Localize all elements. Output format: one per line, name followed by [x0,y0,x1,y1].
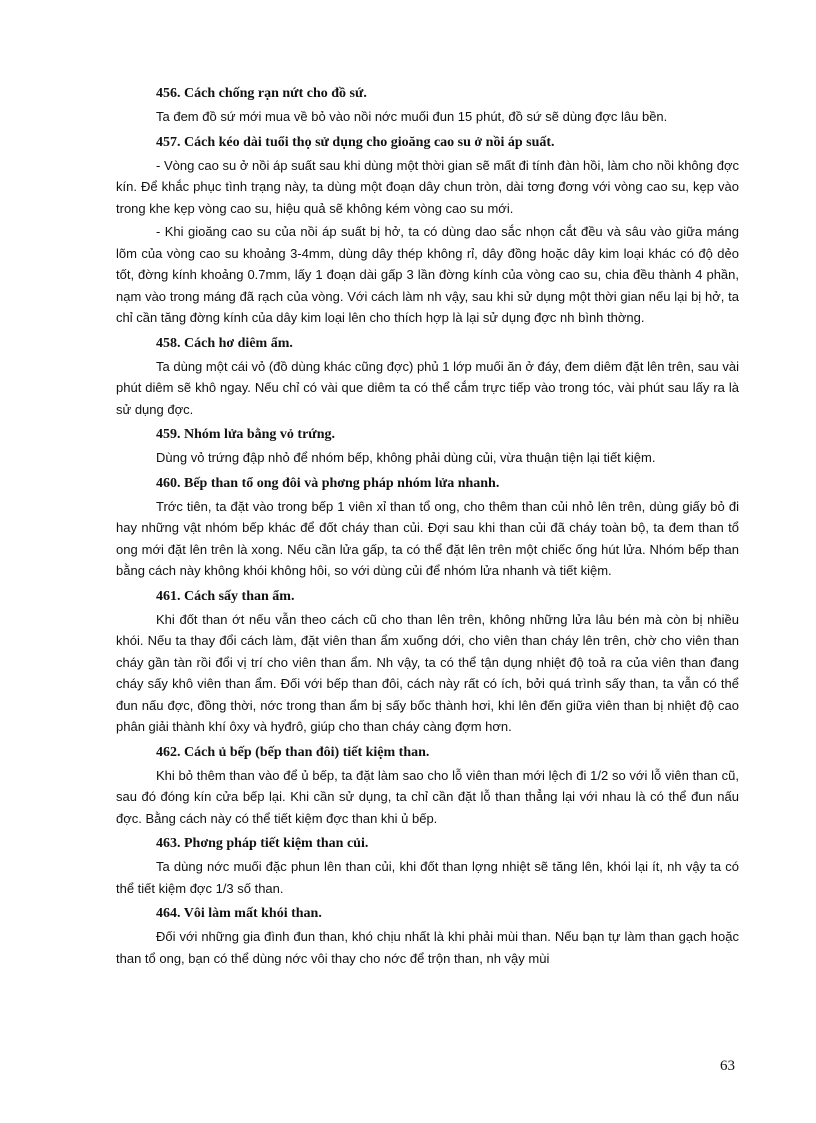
section-heading: 460. Bếp than tổ ong đôi và phơng pháp nhóm lửa nhanh. [156,475,500,491]
section-462 [116,742,739,830]
section-heading: 458. Cách hơ diêm ẩm. [156,335,293,351]
section-458 [116,333,739,421]
section-457 [116,132,739,329]
section-heading: 456. Cách chống rạn nứt cho đồ sứ. [156,86,367,101]
section-heading: 459. Nhóm lửa bằng vỏ trứng. [156,427,335,442]
section-heading: 462. Cách ủ bếp (bếp than đôi) tiết kiệm than. [156,744,430,760]
paragraph: - Khi gioăng cao su của nồi áp suất bị hở, ta có dùng dao sắc nhọn cắt đều và sâu vào giữa máng lõm của vòng cao su khoảng 3-4mm, dùng dây thép không rỉ, dây đồng hoặc dây kim loại khác có độ dẻo tốt, đờng kính khoảng 0.7mm, lấy 1 đoạn dài gấp 3 lần đờng kính của vòng cao su, chia đều thành 4 phần, nạm vào trong máng đã rạch của vòng. Với cách làm nh vậy, sau khi sử dụng một thời gian nếu lại bị hở, ta chỉ cần tăng đờng kính của dây kim loại lên cho thích hợp là lại sử dụng đợc nh bình thờng. [116,224,739,325]
paragraph: Ta đem đồ sứ mới mua về bỏ vào nồi nớc muối đun 15 phút, đồ sứ sẽ dùng đợc lâu bền. [156,109,668,124]
paragraph: Đối với những gia đình đun than, khó chịu nhất là khi phải mùi than. Nếu bạn tự làm than gạch hoặc than tổ ong, bạn có thể dùng nớc vôi thay cho nớc để trộn than, nh vậy mùi [116,929,739,966]
paragraph: - Vòng cao su ở nồi áp suất sau khi dùng một thời gian sẽ mất đi tính đàn hồi, làm cho nồi không đợc kín. Để khắc phục tình trạng này, ta dùng một đoạn dây chun tròn, dài tơng đơng với vòng cao su, kẹp vào trong khe kẹp vòng cao su, hiệu quả sẽ không kém vòng cao su mới. [116,157,739,216]
section-heading: 464. Vôi làm mất khói than. [156,906,322,921]
paragraph: Khi bỏ thêm than vào để ủ bếp, ta đặt làm sao cho lỗ viên than mới lệch đi 1/2 so với lỗ viên than cũ, sau đó đóng kín cửa bếp lại. Khi cần sử dụng, ta chỉ cần đặt lỗ than thẳng lại với nhau là có thể đun nấu đợc. Bằng cách này có thể tiết kiệm đợc than khi ủ bếp. [116,767,739,826]
section-heading: 457. Cách kéo dài tuổi thọ sử dụng cho gioăng cao su ở nồi áp suất. [156,134,555,150]
page-content [116,79,739,969]
section-463 [116,833,739,899]
section-460 [116,473,739,582]
paragraph: Dùng vỏ trứng đập nhỏ để nhóm bếp, không phải dùng củi, vừa thuận tiện lại tiết kiệm. [156,450,656,465]
section-459 [116,424,739,469]
section-heading: 463. Phơng pháp tiết kiệm than củi. [156,836,369,851]
paragraph: Khi đốt than ớt nếu vẫn theo cách cũ cho than lên trên, không những lửa lâu bén mà còn bị nhiều khói. Nếu ta thay đổi cách làm, đặt viên than ẩm xuống dới, cho viên than cháy lên trên, chờ cho viên than cháy gần tàn rồi đổi vị trí cho viên than ẩm. Nh vậy, ta có thể tận dụng nhiệt độ toả ra của viên than đang cháy sấy khô viên than ẩm. Đối với bếp than đôi, cách này rất có ích, bởi quá trình sấy than, ta vẫn có thể đun nấu đợc, đồng thời, nớc trong than ẩm bị sấy bốc thành hơi, khi lên đến giữa viên than bị nhiệt độ cao phân giải thành khí ôxy và hyđrô, giúp cho than cháy càng đợm hơn. [116,611,739,734]
paragraph: Trớc tiên, ta đặt vào trong bếp 1 viên xỉ than tổ ong, cho thêm than củi nhỏ lên trên, dùng giấy bỏ đi hay những vật nhóm bếp khác để đốt cháy than củi. Đợi sau khi than củi đã cháy toàn bộ, ta đem than tổ ong mới đặt lên trên là xong. Nếu cần lửa gấp, ta có thể đặt lên trên một chiếc ống hút lửa. Nhóm bếp than bằng cách này không khói không hôi, so với dùng củi để nhóm lửa nhanh và tiết kiệm. [116,498,739,578]
section-heading: 461. Cách sấy than ẩm. [156,588,295,604]
paragraph: Ta dùng nớc muối đặc phun lên than củi, khi đốt than lợng nhiệt sẽ tăng lên, khói lại ít, nh vậy ta có thể tiết kiệm đợc 1/3 số than. [116,859,739,896]
paragraph: Ta dùng một cái vỏ (đồ dùng khác cũng đợc) phủ 1 lớp muối ăn ở đáy, đem diêm đặt lên trên, sau vài phút diêm sẽ khô ngay. Nếu chỉ có vài que diêm ta có thể cắm trực tiếp vào trong tóc, vài phút sau lấy ra là sử dụng đợc. [116,358,739,417]
section-461 [116,586,739,738]
section-456 [116,83,739,128]
page-number: 63 [720,1058,735,1074]
section-464 [116,903,739,969]
